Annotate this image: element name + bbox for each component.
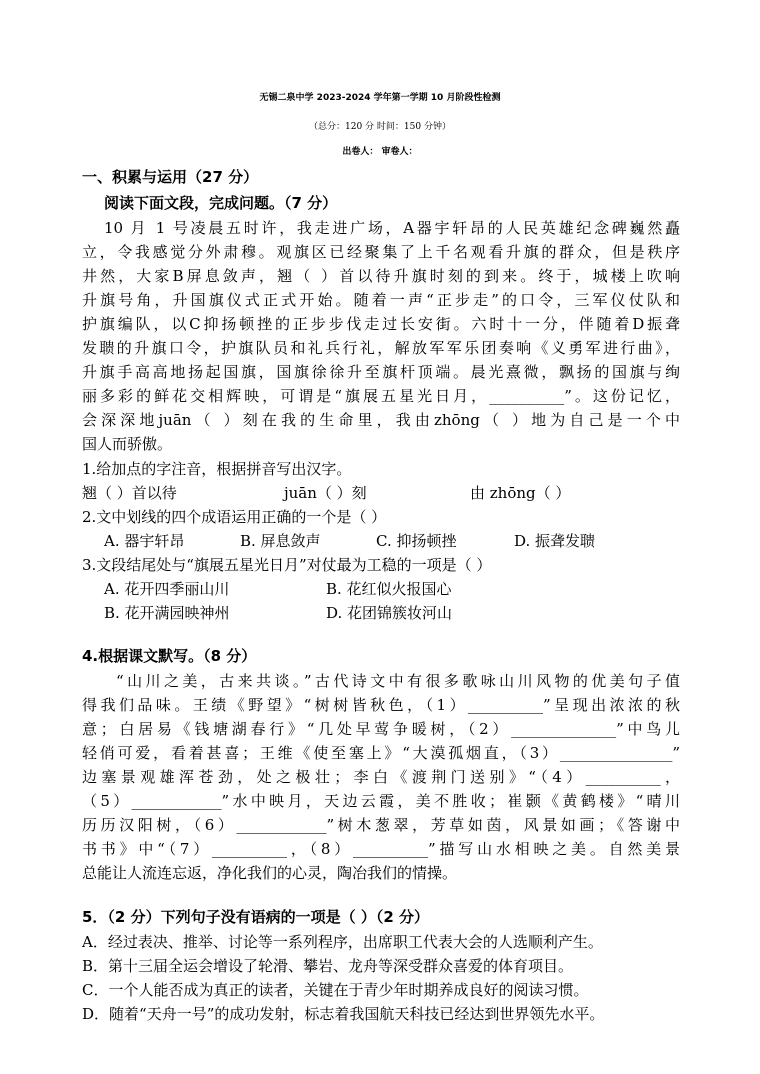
examiners-line: 出卷人： 审卷人：	[342, 147, 418, 157]
dictation-line: 得我们品味。王绩《野望》“树树皆秋色，（1）__________”呈现出浓浓的秋	[82, 696, 680, 714]
question-3-option: B. 花开满园映神州	[104, 604, 230, 622]
question-5-option: A．经过表决、推举、讨论等一系列程序，出席职工代表大会的人选顺利产生。	[82, 933, 603, 951]
question-2-option: C. 抑扬顿挫	[376, 532, 457, 550]
passage-line: 井然，大家B屏息敛声，翘（ ）首以待升旗时刻的到来。终于，城楼上吹响	[82, 267, 680, 285]
reading-prompt: 阅读下面文段，完成问题。（7 分）	[104, 194, 338, 212]
dictation-line: “山川之美，古来共谈。”古代诗文中有很多歌咏山川风物的优美句子值	[116, 672, 680, 690]
dictation-line: 意；白居易《钱塘湖春行》“几处早莺争暖树，（2）______________”中鸟儿	[82, 720, 680, 738]
question-2-option: B. 屏息敛声	[240, 532, 321, 550]
question-5-heading: 5．（2 分）下列句子没有语病的一项是（ ）（2 分）	[82, 908, 429, 926]
question-2-option: A. 器宇轩昂	[104, 532, 185, 550]
question-1-item: 由 zhōng（ ）	[470, 484, 571, 502]
question-3-option: D. 花团锦簇妆河山	[326, 604, 453, 622]
question-5-option: B．第十三届全运会增设了轮滑、攀岩、龙舟等深受群众喜爱的体育项目。	[82, 957, 574, 975]
passage-line: 国人而骄傲。	[82, 435, 173, 453]
question-5-option: D．随着“天舟一号”的成功发射，标志着我国航天科技已经达到世界领先水平。	[82, 1005, 605, 1023]
section-heading: 一、积累与运用（27 分）	[82, 168, 259, 186]
passage-line: 发聩的升旗口令，护旗队员和礼兵行礼，解放军军乐团奏响《义勇军进行曲》，	[82, 339, 680, 357]
dictation-line: 轻俏可爱，看着甚喜；王维《使至塞上》“大漠孤烟直，（3）_______________”	[82, 744, 680, 762]
question-4-heading: 4.根据课文默写。（8 分）	[82, 647, 257, 665]
passage-line: 立，令我感觉分外肃穆。观旗区已经聚集了上千名观看升旗的群众，但是秩序	[82, 243, 680, 261]
dictation-line: 总能让人流连忘返，净化我们的心灵，陶冶我们的情操。	[82, 864, 458, 882]
question-3-option: A. 花开四季丽山川	[104, 580, 230, 598]
question-3-option: B. 花红似火报国心	[326, 580, 452, 598]
passage-line: 会深深地juān（ ）刻在我的生命里，我由zhōng（ ）地为自己是一个中	[82, 411, 680, 429]
dictation-line: 边塞景观雄浑苍劲，处之极壮；李白《渡荆门送别》“（4）__________，	[82, 768, 680, 786]
passage-line: 升旗手高高地扬起国旗，国旗徐徐升至旗杆顶端。晨光熹微，飘扬的国旗与绚	[82, 363, 680, 381]
passage-line: 丽多彩的鲜花交相辉映，可谓是“旗展五星光日月，__________”。这份记忆，	[82, 387, 680, 405]
question-2-option: D. 振聋发聩	[514, 532, 596, 550]
exam-title: 无锡二泉中学 2023-2024 学年第一学期 10 月阶段性检测	[259, 93, 501, 103]
question-1-item: juān（ ）刻	[284, 484, 367, 502]
question-2-stem: 2.文中划线的四个成语运用正确的一个是（ ）	[82, 508, 387, 526]
passage-line: 10 月 1 号凌晨五时许，我走进广场，A器宇轩昂的人民英雄纪念碑巍然矗	[104, 219, 680, 237]
passage-line: 护旗编队，以C抑扬顿挫的正步步伐走过长安街。六时十一分，伴随着D振聋	[82, 315, 680, 333]
exam-subtitle: （总分：120 分 时间：150 分钟）	[309, 122, 451, 132]
question-1-stem: 1.给加点的字注音，根据拼音写出汉字。	[82, 460, 352, 478]
dictation-line: （5）____________”水中映月，天边云霞，美不胜收；崔颢《黄鹤楼》“晴川	[82, 792, 680, 810]
question-3-stem: 3.文段结尾处与“旗展五星光日月”对仗最为工稳的一项是（ ）	[82, 556, 492, 574]
passage-line: 升旗号角，升国旗仪式正式开始。随着一声“正步走”的口令，三军仪仗队和	[82, 291, 680, 309]
question-5-option: C．一个人能否成为真正的读者，关键在于青少年时期养成良好的阅读习惯。	[82, 981, 589, 999]
question-1-item: 翘（ ）首以待	[82, 484, 177, 502]
dictation-line: 书书》中“（7）__________，（8）__________”描写山水相映之美。自然美景	[82, 840, 680, 858]
dictation-line: 历历汉阳树，（6）____________”树木葱翠，芳草如茵，风景如画；《答谢中	[82, 816, 680, 834]
